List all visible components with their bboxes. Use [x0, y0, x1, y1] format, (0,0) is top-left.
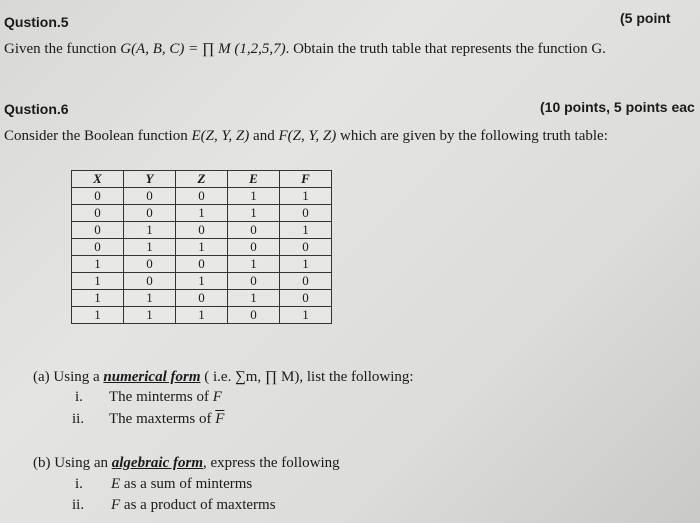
header-y: Y [124, 171, 176, 188]
part-b-lead-text: (b) Using an [33, 455, 112, 471]
part-b-item-2-text: as a product of maxterms [120, 497, 276, 513]
truth-table-header-row [72, 171, 332, 188]
table-cell: 0 [176, 256, 228, 273]
table-cell: 0 [228, 273, 280, 290]
table-cell: 0 [228, 239, 280, 256]
table-cell: 1 [124, 239, 176, 256]
table-row [72, 290, 332, 307]
part-b-item-1-var: E [111, 476, 121, 492]
question-5-points: (5 point [620, 10, 671, 26]
q6-function-e: E(Z, Y, Z) [191, 128, 250, 144]
table-cell: 0 [124, 273, 176, 290]
table-cell: 1 [124, 290, 176, 307]
table-cell: 1 [176, 205, 228, 222]
table-cell: 0 [176, 222, 228, 239]
table-row [72, 222, 332, 239]
table-cell: 1 [280, 188, 332, 205]
table-cell: 1 [280, 222, 332, 239]
part-a-rest: ( i.e. ∑m, ∏ M), list the following: [200, 369, 414, 385]
table-cell: 0 [280, 205, 332, 222]
question-6-text [4, 128, 608, 145]
table-cell: 0 [176, 188, 228, 205]
part-b-item-2 [72, 497, 276, 514]
table-cell: 1 [72, 290, 124, 307]
table-row [72, 205, 332, 222]
part-a-lead-text: (a) Using a [33, 369, 104, 385]
table-cell: 1 [280, 307, 332, 324]
part-a-item-2-var: $\overline{F}$ [215, 411, 225, 427]
table-cell: 0 [72, 239, 124, 256]
table-cell: 0 [228, 222, 280, 239]
table-cell: 1 [124, 307, 176, 324]
table-row [72, 273, 332, 290]
table-cell: 1 [228, 205, 280, 222]
header-f: F [280, 171, 332, 188]
part-a-item-2-text: The maxterms of [109, 411, 216, 427]
header-x: X [72, 171, 124, 188]
table-row [72, 256, 332, 273]
question-6-points: (10 points, 5 points eac [540, 99, 695, 115]
table-cell: 0 [228, 307, 280, 324]
truth-table-body [72, 188, 332, 324]
question-5-text [4, 41, 606, 58]
table-cell: 0 [72, 188, 124, 205]
q6-function-f: F(Z, Y, Z) [278, 128, 337, 144]
table-cell: 0 [124, 188, 176, 205]
table-cell: 1 [72, 256, 124, 273]
part-a-item-1 [75, 389, 222, 406]
part-b-item-2-var: F [111, 497, 121, 513]
question-6-title: Qustion.6 [4, 101, 69, 117]
part-b-rest: , express the following [203, 455, 340, 471]
part-b-item-1 [75, 476, 252, 493]
part-a-item-1-num: i. [75, 389, 83, 405]
q5-text-post: . Obtain the truth table that represents the function G. [285, 41, 606, 57]
part-b-item-1-num: i. [75, 476, 83, 492]
part-a-item-1-text: The minterms of [109, 389, 213, 405]
table-cell: 1 [176, 307, 228, 324]
table-cell: 0 [124, 205, 176, 222]
q5-text-pre: Given the function [4, 41, 121, 57]
part-a-item-1-var: F [212, 389, 222, 405]
part-a-item-2 [72, 411, 224, 428]
header-z: Z [176, 171, 228, 188]
part-a-lead [33, 369, 414, 386]
table-cell: 1 [72, 273, 124, 290]
table-cell: 1 [228, 290, 280, 307]
table-cell: 0 [280, 290, 332, 307]
table-row [72, 239, 332, 256]
table-cell: 0 [72, 222, 124, 239]
part-a-item-2-num: ii. [72, 411, 85, 427]
table-cell: 0 [124, 256, 176, 273]
part-b-emphasis: algebraic form [111, 455, 203, 471]
table-cell: 1 [228, 188, 280, 205]
part-b-lead [33, 455, 340, 472]
q6-text-post: which are given by the following truth table: [336, 128, 608, 144]
table-cell: 1 [228, 256, 280, 273]
part-b-item-1-text: as a sum of minterms [120, 476, 253, 492]
table-row [72, 307, 332, 324]
part-a-emphasis: numerical form [103, 369, 201, 385]
header-e: E [228, 171, 280, 188]
table-cell: 1 [280, 256, 332, 273]
table-row [72, 188, 332, 205]
question-5-title: Qustion.5 [4, 14, 69, 30]
q6-and: and [249, 128, 279, 144]
q5-function: G(A, B, C) = ∏ M (1,2,5,7) [120, 41, 286, 57]
truth-table [71, 170, 332, 324]
q6-text-pre: Consider the Boolean function [4, 128, 192, 144]
table-cell: 1 [176, 239, 228, 256]
table-cell: 0 [280, 273, 332, 290]
table-cell: 0 [176, 290, 228, 307]
table-cell: 1 [176, 273, 228, 290]
table-cell: 1 [124, 222, 176, 239]
table-cell: 0 [72, 205, 124, 222]
table-cell: 1 [72, 307, 124, 324]
table-cell: 0 [280, 239, 332, 256]
part-b-item-2-num: ii. [72, 497, 85, 513]
